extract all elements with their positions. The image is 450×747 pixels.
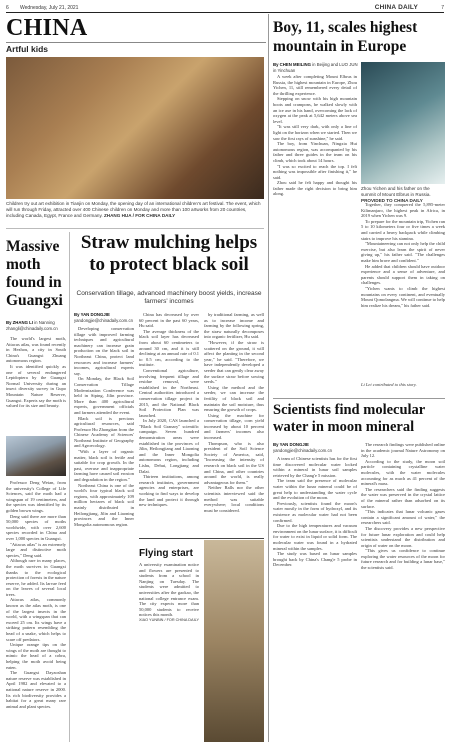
section-rule	[6, 42, 266, 43]
boy-photo-credit: PROVIDED TO CHINA DAILY	[361, 198, 423, 203]
divider	[6, 228, 264, 229]
children-art-photo	[6, 57, 264, 199]
straw-headline: Straw mulching helps to protect black soil	[80, 232, 258, 275]
top-photo-credit: ZHANG HUA / FOR CHINA DAILY	[103, 213, 176, 218]
moth-body-top: The world's largest moth, Attacus atlas, was found recently in Hezhou, a city in South China's Guangxi Zhuang autonomous region. It was identified quickly as one of several endangered Lepidoptera by the Guangxi Normal University during an insect diversity survey in Gupo Mountain Nature Reserve, Guangxi. Experts say the moth is valued for its size and beauty.	[6, 336, 66, 409]
boy-footnote: Li Lei contributed to this story.	[361, 382, 417, 387]
flying-caption: Flying start A university examination notice and flowers are presented to students from a school in Nanjing on Tuesday. The students were admitted to universities after the gaokao, the national college entrance exam. The city expects more than 50,000 students to receive notices this month. XIAO YUNBIN / FOR CHINA DAILY	[139, 548, 199, 622]
boy-col-2: Together, they conquered the 5,895-meter Kilimanjaro, the highest peak in Africa, in 2019 when Yichen was 9. To prepare for the mountain trip, Yichen ran 5 to 10 kilometers four or five times a week and carried a heavy backpack while climbing stairs to improve his stamina. "Mountaineering can not only help the child exercise, but also learn the spirit of never giving up," his father said. "The challenges make him brave and confident." He added that children should have outdoor experience and a sense of adventure, and parents should support them in taking on challenges. "Yichen wants to climb the highest mountains on every continent, and eventually Mount Qomolangma. We will continue to help him realize his dream," his father said.	[361, 202, 445, 308]
straw-col-3: by traditional farming, as well as to increase income and farming by the following spring, the straw naturally decomposes into organic fertilizer, Hu said. "However, if the straw is scattered on the ground, it will affect the planting in the second year," he said. "Therefore, we have independently developed a seeder that can gently clear away the surface straw before sowing seeds." Using the method and the seeder, we can increase the fertility of black soil and maintain the soil moisture, thus ensuring the growth of crops. Using the machine for conservation tillage, corn yield increased by about 10 percent and farmers' incomes also increased. Thompson, who is also president of the Soil Science Society of America, said, "Increasing the intensity of research on black soil in the US and China, and other countries around the world, is really advantageous for them." Neither Ralls nor the other scientists interviewed said the method was suitable everywhere; local conditions must be considered.	[204, 312, 264, 513]
boy-byline: By CHEN MEILING in Beijing and LUO JUN in Yinchuan	[273, 62, 358, 73]
header-rule	[6, 12, 444, 13]
top-photo-caption: Children try out art exhibition in Tianjin on Monday, the opening day of an international children's art festival. The event, which will run through Friday, attracted over 400 Chinese children on Monday and more than 100 artworks from 20 countries, including Canada, Egypt, France and Germany. ZHANG HUA / FOR CHINA DAILY	[6, 201, 261, 218]
water-col-1: A team of Chinese scientists has for the first time discovered molecular water locked within a mineral in lunar soil samples retrieved by the Chang'e 5 mission. The team said the presence of molecular water within the lunar mineral could be of great help to understanding the water cycle and the evolution of the moon. Previously, scientists found the moon's water mostly in the form of hydroxyl, and its existence as molecular water had not been confirmed. Due to the high temperatures and vacuum environment on the lunar surface, it is difficult for water to exist in liquid or solid form. The molecular water was found in a hydrated mineral within the samples. The study was based on lunar samples brought back by China's Chang'e 5 probe in December.	[273, 456, 357, 568]
moth-photo	[6, 436, 66, 476]
flying-credit: XIAO YUNBIN / FOR CHINA DAILY	[139, 617, 199, 622]
boy-col-1: A week after completing Mount Elbrus in Russia, the highest mountain in Europe, Zhou Yichen, 11, still remembered every detail of the thrilling experience. Stepping on snow with his high mountain boots and crampons, he walked slowly with an ice axe in his hand, overcoming the lack of oxygen at the peak at 5,642 meters above sea level. "It was still very dark, with only a line of light on the horizon when we started. Then we saw the first rays of sunshine," he said. The boy, from Yinchuan, Ningxia Hui autonomous region, was accompanied by his father and three guides in the team on his climb, which took about 14 hours. "I was so excited to reach the top. I felt nothing was impossible after finishing it," he said. Zhou said he felt happy and thought his father made the right decision to bring him along.	[273, 74, 357, 197]
page-number-right: 7	[441, 5, 444, 11]
issue-date: Wednesday, July 21, 2021	[20, 5, 79, 11]
divider	[273, 398, 445, 399]
flying-photo	[204, 540, 264, 742]
straw-deck: Conservation tillage, advanced machinery boost yields, increase farmers' incomes	[76, 290, 262, 305]
boy-photo-caption: Zhou Yichen and his father on the summit of Mount Elbrus in Russia. PROVIDED TO CHINA DAILY	[361, 186, 431, 203]
flying-rule	[139, 538, 264, 539]
masthead-logo: CHINA DAILY	[374, 4, 418, 11]
photo-kicker: Artful kids	[6, 44, 49, 54]
flying-title: Flying start	[139, 548, 193, 559]
water-headline: Scientists find molecular water in moon mineral	[273, 402, 425, 435]
straw-col-2: China has decreased by over 60 percent in the past 60 years, Hu said. The average thickness of the black soil layer has decreased from about 60 centimeters to around 30 cm, and it is still declining at an annual rate of 0.1 to 0.5 cm, according to the institute. Conventional agriculture, involving frequent tillage and residue removal, were established in the Northeast. Central authorities introduced a conservation tillage project in 2015, and the National Black Soil Protection Plan was launched. In July 2020, CAS launched a "Black Soil Granary" scientific campaign. Seven hundred demonstration areas were established in the provinces of Jilin, Heilongjiang and Liaoning and the Inner Mongolia autonomous region, including Lishu, Dehui, Longjiang and Dalai. Thirteen institutions, among research institutes, government agencies and enterprises, are working to find ways to develop the land and protect it through new techniques.	[139, 312, 199, 508]
page-column-rule	[268, 14, 269, 742]
moth-byline: By ZHANG LI in Nanning zhangli@chinadaily.com.cn	[6, 320, 58, 331]
straw-col-1: Developing conservation tillage with improved farming techniques and agricultural machinery can increase grain production on the black soil in Northeast China, protect land resources and increase farmers' incomes, agricultural experts say. On Monday, the Black Soil Conservation Tillage Modernization Conference was held in Siping, Jilin province. More than 400 agricultural experts, government officials and farmers attended the event. Black soil is precious agricultural resources, said Professor Hu Zhongtian from the Chinese Academy of Sciences' Northeast Institute of Geography and Agroecology. "With a layer of organic matter, black soil is fertile and suitable for crop growth. In the past, overuse and inappropriate farming have caused soil erosion and degradation in the region." Northeast China is one of the world's four typical black soil regions, with approximately 109 million hectares of black soil mainly distributed in Heilongjiang, Jilin and Liaoning provinces and the Inner Mongolia autonomous region.	[74, 326, 134, 527]
straw-byline: By YAN DONGJIE yandongjie@chinadaily.com.cn	[74, 312, 133, 323]
column-rule	[69, 232, 70, 742]
mountain-summit-photo	[361, 62, 445, 184]
section-title: CHINA	[6, 15, 88, 41]
page-number-left: 6	[6, 5, 9, 11]
water-col-2: The research findings were published online in the academic journal Nature Astronomy on July 12. According to the study, the moon soil particle containing crystalline water molecules, with the water molecules accounting for as much as 41 percent of the mineral's mass. The researchers said the finding suggests the water was preserved in the crystal lattice of the mineral rather than adsorbed on its surface. "This indicates that lunar volcanic gases contain a significant amount of water," the researchers said. The discovery provides a new perspective for future lunar exploration and could help scientists understand the distribution and origin of water on the moon. "This gives us confidence to continue exploring the water resources of the moon for future research and for building a lunar base," the scientists said.	[361, 442, 445, 571]
water-byline: By YAN DONGJIE yandongjie@chinadaily.com.cn	[273, 442, 332, 453]
moth-headline: Massive moth found in Guangxi	[6, 238, 63, 309]
moth-body: Professor Deng Weian, from the university's College of Life Sciences, said the moth had a wingspan of 19 centimeters, and the species was identified by its golden brown wings. Deng said there are more than 50,000 species of moths worldwide, with over 2,600 species recorded in China and over 1,000 species in Guangxi. "Attacus atlas" is an extremely large and distinctive moth species," Deng said. Although rare in many places, the moth survives in Guangxi thanks to the ecological protection of forests in the nature reserve, he added. Its larvae feed on the leaves of several local trees. Attacus atlas, commonly known as the atlas moth, is one of the largest insects in the world, with a wingspan that can exceed 25 cm. Its wings have a striking pattern resembling the head of a snake, which helps to scare off predators. Unique orange tips on the wings of the moth are thought to mimic the head of a cobra, helping the moth avoid being eaten. The Guangxi Dayaoshan nature reserve was established in April 1982 and elevated to a national nature reserve in 2000. Its rich biodiversity provides a habitat for a great many rare animal and plant species.	[6, 480, 66, 709]
boy-headline: Boy, 11, scales highest mountain in Europe	[273, 19, 418, 55]
